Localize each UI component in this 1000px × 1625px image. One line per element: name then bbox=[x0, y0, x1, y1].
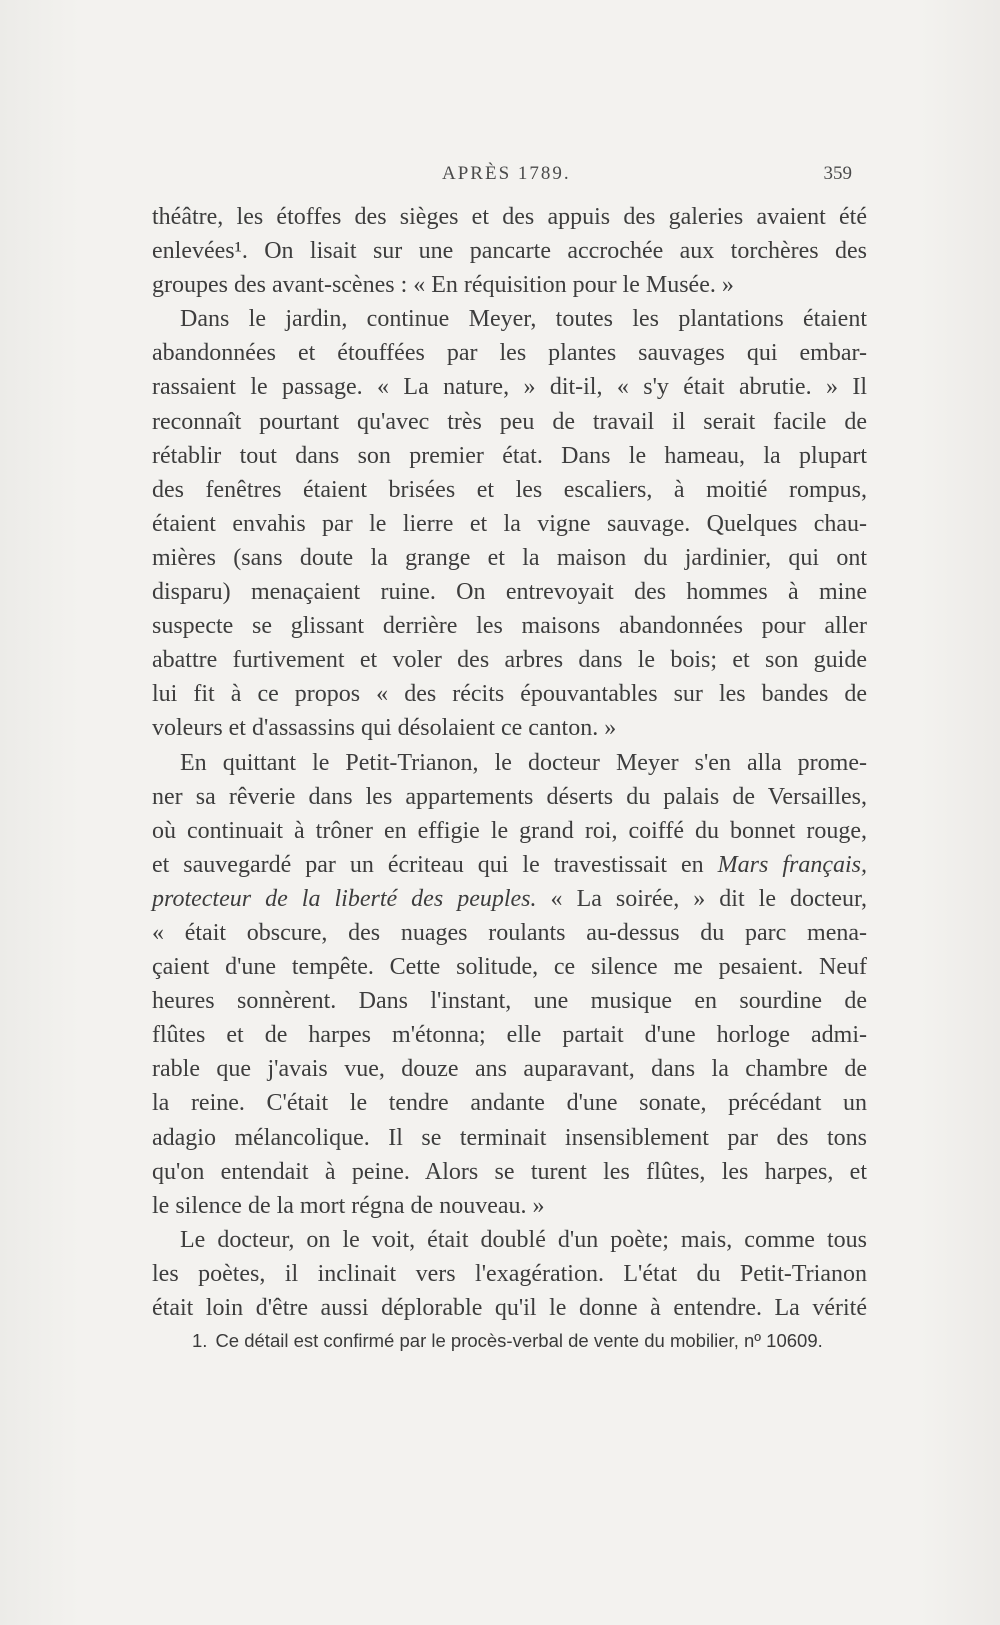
line-text: voleurs et d'assassins qui désolaient ce canton. » bbox=[152, 715, 617, 742]
line-text: disparu) menaçaient ruine. On entrevoyait des hommes à mine bbox=[152, 579, 867, 606]
footnote bbox=[192, 1330, 872, 1352]
line-text: adagio mélancolique. Il se terminait insensiblement par des tons bbox=[152, 1124, 867, 1151]
text-line bbox=[152, 916, 867, 950]
footnote-number: 1. bbox=[192, 1330, 208, 1351]
line-text: reconnaît pourtant qu'avec très peu de travail il serait facile de bbox=[152, 408, 867, 435]
text-line bbox=[152, 1052, 867, 1086]
italic-text: Mars français, bbox=[717, 851, 867, 878]
text-line bbox=[152, 1086, 867, 1120]
italic-text: protecteur de la liberté des peuples. bbox=[152, 885, 537, 912]
line-text: « était obscure, des nuages roulants au-dessus du parc mena- bbox=[152, 919, 867, 946]
text-line bbox=[152, 541, 867, 575]
body-text bbox=[152, 200, 867, 1325]
text-line bbox=[152, 370, 867, 404]
line-text: la reine. C'était le tendre andante d'une sonate, précédant un bbox=[152, 1090, 867, 1117]
running-head-title: APRÈS 1789. bbox=[442, 163, 571, 184]
line-text: rable que j'avais vue, douze ans auparavant, dans la chambre de bbox=[152, 1056, 867, 1083]
text-line bbox=[152, 473, 867, 507]
line-text: suspecte se glissant derrière les maisons abandonnées pour aller bbox=[152, 613, 867, 640]
text-line bbox=[152, 507, 867, 541]
line-text: le silence de la mort régna de nouveau. » bbox=[152, 1192, 545, 1219]
text-line bbox=[152, 984, 867, 1018]
text-line bbox=[152, 780, 867, 814]
text-line bbox=[152, 1018, 867, 1052]
text-line bbox=[152, 1121, 867, 1155]
line-text: mières (sans doute la grange et la maison du jardinier, qui ont bbox=[152, 544, 867, 571]
text-line bbox=[152, 677, 867, 711]
text-line bbox=[152, 1291, 867, 1325]
line-text: théâtre, les étoffes des sièges et des appuis des galeries avaient été bbox=[152, 204, 867, 230]
text-line bbox=[152, 575, 867, 609]
text-line bbox=[152, 439, 867, 473]
text-line bbox=[152, 234, 867, 268]
line-text: rassaient le passage. « La nature, » dit-il, « s'y était abrutie. » Il bbox=[152, 374, 867, 401]
text-line bbox=[152, 950, 867, 984]
line-text: heures sonnèrent. Dans l'instant, une musique en sourdine de bbox=[152, 988, 867, 1015]
line-text: groupes des avant-scènes : « En réquisition pour le Musée. » bbox=[152, 272, 734, 299]
text-line bbox=[152, 302, 867, 336]
text-line bbox=[152, 200, 867, 234]
text-line bbox=[152, 746, 867, 780]
line-text: Le docteur, on le voit, était doublé d'un poète; mais, comme tous bbox=[180, 1226, 867, 1253]
line-text: En quittant le Petit-Trianon, le docteur Meyer s'en alla prome- bbox=[180, 749, 867, 776]
text-line bbox=[152, 268, 867, 302]
line-text: enlevées¹. On lisait sur une pancarte accrochée aux torchères des bbox=[152, 238, 867, 265]
line-text: çaient d'une tempête. Cette solitude, ce silence me pesaient. Neuf bbox=[152, 954, 867, 981]
line-text: des fenêtres étaient brisées et les escaliers, à moitié rompus, bbox=[152, 476, 867, 503]
page-number: 359 bbox=[823, 163, 852, 184]
line-text: flûtes et de harpes m'étonna; elle partait d'une horloge admi- bbox=[152, 1022, 867, 1049]
line-text: où continuait à trôner en effigie le grand roi, coiffé du bonnet rouge, bbox=[152, 817, 867, 844]
text-line bbox=[152, 1223, 867, 1257]
text-line bbox=[152, 1155, 867, 1189]
text-line bbox=[152, 711, 867, 745]
text-line bbox=[152, 882, 867, 916]
line-text: abandonnées et étouffées par les plantes sauvages qui embar- bbox=[152, 340, 867, 367]
text-line bbox=[152, 609, 867, 643]
text-line bbox=[152, 848, 867, 882]
line-text: « La soirée, » dit le docteur, bbox=[536, 885, 868, 912]
line-text: et sauvegardé par un écriteau qui le travestissait en bbox=[152, 851, 718, 878]
text-line bbox=[152, 336, 867, 370]
line-text: les poètes, il inclinait vers l'exagération. L'état du Petit-Trianon bbox=[152, 1260, 867, 1287]
line-text: qu'on entendait à peine. Alors se turent les flûtes, les harpes, et bbox=[152, 1158, 867, 1185]
text-line bbox=[152, 1257, 867, 1291]
text-line bbox=[152, 1189, 867, 1223]
line-text: était loin d'être aussi déplorable qu'il le donne à entendre. La vérité bbox=[152, 1295, 867, 1321]
line-text: étaient envahis par le lierre et la vigne sauvage. Quelques chau- bbox=[152, 510, 867, 537]
line-text: rétablir tout dans son premier état. Dans le hameau, la plupart bbox=[152, 442, 867, 469]
text-line bbox=[152, 405, 867, 439]
line-text: Dans le jardin, continue Meyer, toutes les plantations étaient bbox=[180, 306, 867, 333]
text-line bbox=[152, 814, 867, 848]
text-line bbox=[152, 643, 867, 677]
running-head bbox=[152, 163, 852, 193]
footnote-text: Ce détail est confirmé par le procès-verbal de vente du mobilier, nº 10609. bbox=[215, 1330, 823, 1351]
line-text: ner sa rêverie dans les appartements déserts du palais de Versailles, bbox=[152, 783, 867, 810]
line-text: lui fit à ce propos « des récits épouvantables sur les bandes de bbox=[152, 681, 867, 708]
line-text: abattre furtivement et voler des arbres dans le bois; et son guide bbox=[152, 647, 867, 674]
